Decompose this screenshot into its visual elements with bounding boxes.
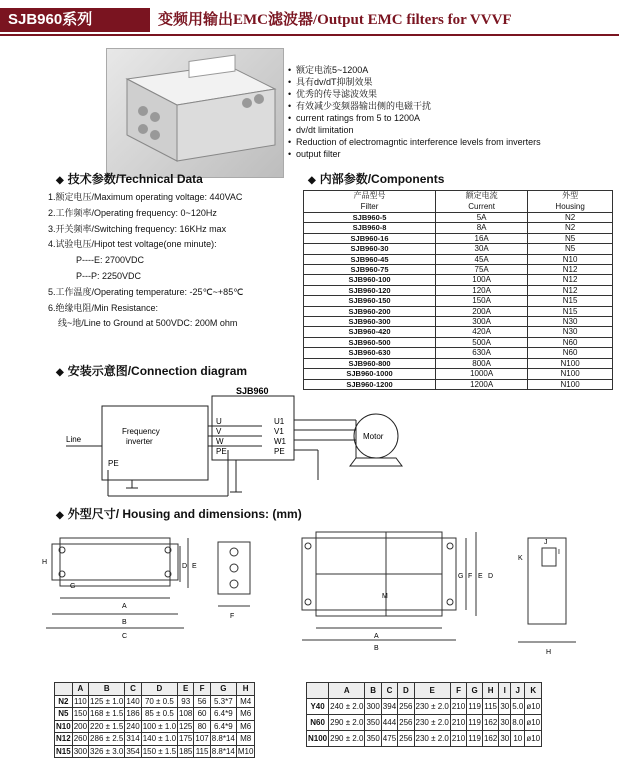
feature-item: • 优秀的传导滤波效果 (288, 88, 541, 100)
table-cell: SJB960-1200 (304, 379, 436, 389)
table-row (304, 233, 613, 243)
column-header: D (398, 683, 414, 699)
table-cell: SJB960-8 (304, 223, 436, 233)
table-cell: 100A (436, 275, 528, 285)
table-cell: 150 ± 1.5 (142, 746, 177, 756)
table-cell: 630A (436, 348, 528, 358)
table-cell: N5 (528, 233, 613, 243)
filter-label: SJB960 (236, 386, 269, 396)
housing-drawing-large (296, 524, 596, 660)
column-header: B (365, 683, 381, 699)
table-cell: Y40 (307, 699, 329, 715)
table-cell: SJB960-150 (304, 296, 436, 306)
column-header: K (525, 683, 542, 699)
table-cell: 210 (450, 731, 466, 747)
table-cell: SJB960-420 (304, 327, 436, 337)
table-row (304, 275, 613, 285)
table-cell: 290 ± 2.0 (329, 731, 365, 747)
table-cell: M4 (236, 695, 255, 708)
dim-label-a: A (374, 633, 379, 640)
column-header: A (329, 683, 365, 699)
table-row (304, 317, 613, 327)
table-row (304, 348, 613, 358)
components-heading: ◆ 内部参数/Components (308, 172, 445, 186)
column-header: B (89, 683, 125, 696)
terminal-pe: PE (216, 447, 227, 456)
connection-diagram (56, 384, 466, 500)
feature-item: • 有效减少变频器输出侧的电磁干扰 (288, 100, 541, 112)
table-header-row (304, 191, 613, 213)
table-cell: 240 (126, 721, 140, 731)
tech-line: 4.试验电压/Hipot test voltage(one minute): (48, 239, 217, 250)
diamond-icon: ◆ (308, 175, 316, 186)
table-row (307, 731, 542, 747)
table-cell: 162 (482, 715, 498, 731)
terminal-w: W (216, 437, 224, 446)
table-cell: 5A (436, 213, 528, 223)
dim-label-g: G (458, 573, 464, 580)
table-cell: 350 (365, 715, 381, 731)
tech-line: P----E: 2700VDC (76, 255, 145, 266)
tech-line: 1.额定电压/Maximum operating voltage: 440VAC (48, 192, 243, 202)
table-cell: N30 (528, 327, 613, 337)
column-header: J (511, 683, 525, 699)
table-cell: SJB960-45 (304, 254, 436, 264)
tech-line: 3.开关频率/Switching frequency: 16KHz max (48, 223, 227, 234)
table-cell: 16A (436, 233, 528, 243)
table-row (55, 708, 255, 721)
tech-line: 6.绝缘电阻/Min Resistance: (48, 302, 159, 313)
table-cell: SJB960-30 (304, 244, 436, 254)
table-cell: 175 (179, 734, 193, 743)
table-cell: 500A (436, 337, 528, 347)
table-cell: 75A (436, 265, 528, 275)
table-cell: 300 (365, 699, 381, 715)
dimensions-table-small (54, 682, 255, 758)
table-row (55, 733, 255, 746)
table-cell: N5 (528, 244, 613, 254)
table-cell: 326 ± 3.0 (90, 746, 124, 756)
table-cell: 162 (482, 731, 498, 747)
table-cell: 286 ± 2.5 (90, 734, 124, 743)
table-cell: ø10 (525, 699, 542, 715)
dim-label-h: H (546, 649, 552, 656)
table-cell: 256 (398, 699, 414, 715)
table-cell: 56 (194, 695, 210, 708)
table-cell: N60 (528, 337, 613, 347)
table-cell: 80 (194, 720, 210, 733)
table-row (304, 254, 613, 264)
table-cell: 108 (179, 709, 193, 718)
product-photo (106, 48, 284, 178)
table-cell: N100 (307, 731, 329, 747)
diamond-icon: ◆ (56, 510, 64, 521)
table-cell: 10 (511, 731, 525, 747)
table-cell: N15 (56, 746, 71, 756)
connection-heading: ◆ 安装示意图/Connection diagram (56, 364, 248, 378)
terminal-pe-out: PE (274, 447, 285, 456)
terminal-u: U (216, 417, 222, 426)
column-header: C (381, 683, 397, 699)
table-cell: N12 (528, 275, 613, 285)
dim-label-e: E (478, 573, 483, 580)
dim-label-a: A (122, 603, 127, 610)
table-cell: SJB960-100 (304, 275, 436, 285)
header-divider (0, 34, 619, 36)
table-cell: 200 (73, 721, 88, 731)
dim-label-d: D (182, 563, 188, 570)
technical-data-list (48, 190, 243, 332)
col-filter: 产品型号 Filter (304, 191, 436, 213)
table-cell: 256 (398, 715, 414, 731)
dim-label-h: H (42, 559, 48, 566)
table-cell: N12 (528, 265, 613, 275)
table-row (55, 720, 255, 733)
dim-label-k: K (518, 555, 523, 562)
table-row (304, 244, 613, 254)
table-cell: 140 ± 1.0 (142, 734, 177, 743)
table-cell: 168 ± 1.5 (90, 709, 124, 718)
table-cell: N10 (56, 721, 71, 731)
column-header (307, 683, 329, 699)
table-cell: N60 (307, 715, 329, 731)
column-header: H (482, 683, 498, 699)
column-header: H (236, 683, 255, 696)
dim-label-c: C (122, 633, 128, 640)
table-cell: 120A (436, 285, 528, 295)
table-cell: M10 (237, 746, 254, 756)
table-cell: N60 (528, 348, 613, 358)
table-cell: SJB960-16 (304, 233, 436, 243)
table-cell: 110 (73, 696, 87, 706)
table-cell: 8A (436, 223, 528, 233)
table-cell: 300A (436, 317, 528, 327)
table-cell: 185 (179, 746, 193, 756)
table-cell: 125 ± 1.0 (90, 696, 124, 706)
dim-label-f: F (230, 613, 235, 620)
table-row (304, 296, 613, 306)
table-cell: ø10 (525, 715, 542, 731)
table-cell: 230 ± 2.0 (414, 715, 450, 731)
table-cell: M8 (236, 733, 255, 746)
table-cell: N100 (528, 369, 613, 379)
column-header: G (467, 683, 483, 699)
table-row (304, 223, 613, 233)
filter-product-illustration (107, 49, 283, 177)
column-header: E (414, 683, 450, 699)
table-cell: 6.4*9 (210, 720, 236, 733)
dim-label-j: J (544, 539, 548, 546)
table-row (304, 369, 613, 379)
table-cell: 93 (178, 695, 194, 708)
table-cell: 30 (499, 731, 511, 747)
table-row (304, 358, 613, 368)
table-cell: 475 (381, 731, 397, 747)
table-cell: 260 (73, 734, 88, 743)
column-header: A (72, 683, 88, 696)
terminal-w1: W1 (274, 437, 286, 446)
line-label: Line (66, 435, 82, 444)
table-row (55, 745, 255, 758)
table-cell: 200A (436, 306, 528, 316)
table-cell: 1000A (436, 369, 528, 379)
table-row (55, 695, 255, 708)
diamond-icon: ◆ (56, 175, 64, 186)
table-cell: 100 ± 1.0 (142, 721, 177, 731)
table-cell: 444 (381, 715, 397, 731)
table-cell: 350 (365, 731, 381, 747)
dim-label-f: F (468, 573, 473, 580)
table-cell: 240 ± 2.0 (329, 699, 365, 715)
table-cell: 45A (436, 254, 528, 264)
dimensions-table-large (306, 682, 542, 747)
table-cell: 107 (195, 734, 209, 743)
table-cell: 800A (436, 358, 528, 368)
table-cell: 115 (482, 699, 498, 715)
column-header: E (178, 683, 194, 696)
table-cell: N12 (528, 285, 613, 295)
components-body (304, 213, 613, 390)
feature-list (288, 64, 541, 160)
table-cell: 220 ± 1.5 (90, 721, 124, 731)
table-cell: SJB960-300 (304, 317, 436, 327)
table-cell: 8.8*14 (211, 746, 235, 756)
table-row (304, 306, 613, 316)
table-cell: 115 (195, 746, 209, 756)
dim-label-m: M (382, 593, 388, 600)
table-cell: M6 (236, 708, 255, 721)
table-cell: 354 (126, 746, 140, 756)
column-header: F (450, 683, 466, 699)
table-cell: 6.4*9 (210, 708, 236, 721)
dim-label-g: G (70, 583, 76, 590)
table-cell: 30 (499, 715, 511, 731)
table-cell: 210 (450, 699, 466, 715)
tech-line: 2.工作频率/Operating frequency: 0~120Hz (48, 207, 217, 218)
table-cell: 70 ± 0.5 (141, 695, 177, 708)
table-cell: 8.8*14 (211, 734, 235, 743)
diamond-icon: ◆ (56, 367, 64, 378)
feature-item: • current ratings from 5 to 1200A (288, 112, 541, 124)
table-row (304, 327, 613, 337)
feature-item: • Reduction of electromagntic interference levels from inverters (288, 136, 541, 148)
column-header: C (125, 683, 141, 696)
table-row (304, 213, 613, 223)
table-cell: 5.3*7 (210, 695, 236, 708)
table-cell: 119 (467, 731, 483, 747)
table-cell: N30 (528, 317, 613, 327)
column-header: G (210, 683, 236, 696)
table-cell: 8.0 (511, 715, 525, 731)
column-header: D (141, 683, 177, 696)
inverter-box (102, 406, 208, 480)
housing-drawing-small (42, 528, 292, 656)
terminal-v1: V1 (274, 427, 284, 436)
page-title: 变频用输出EMC滤波器/Output EMC filters for VVVF (158, 12, 512, 28)
table-row (307, 715, 542, 731)
table-cell: 150 (73, 709, 88, 718)
table-cell: N2 (55, 695, 73, 708)
housing-heading: ◆ 外型尺寸/ Housing and dimensions: (mm) (56, 507, 302, 521)
table-cell: 300 (73, 746, 88, 756)
table-cell: 230 ± 2.0 (414, 731, 450, 747)
table-cell: 60 (194, 708, 210, 721)
table-cell: 1200A (436, 379, 528, 389)
table-cell: N15 (528, 306, 613, 316)
table-cell: N15 (528, 296, 613, 306)
table-cell: 186 (126, 709, 140, 718)
table-cell: SJB960-5 (304, 213, 436, 223)
table-cell: SJB960-500 (304, 337, 436, 347)
dim-label-e: E (192, 563, 197, 570)
table-cell: N2 (528, 223, 613, 233)
terminal-v: V (216, 427, 222, 436)
table-cell: 420A (436, 327, 528, 337)
column-header (55, 683, 73, 696)
table-cell: 119 (467, 715, 483, 731)
table-cell: 140 (126, 696, 140, 706)
technical-heading: ◆ 技术参数/Technical Data (56, 172, 203, 186)
components-table (303, 190, 613, 390)
table-cell: N100 (528, 358, 613, 368)
table-cell: 85 ± 0.5 (141, 708, 177, 721)
table-cell: SJB960-800 (304, 358, 436, 368)
feature-item: • 额定电流5~1200A (288, 64, 541, 76)
table-cell: 290 ± 2.0 (329, 715, 365, 731)
feature-item: • dv/dt limitation (288, 124, 541, 136)
table-cell: N5 (55, 708, 73, 721)
feature-item: • output filter (288, 148, 541, 160)
tech-line: 线~地/Line to Ground at 500VDC: 200M ohm (58, 318, 238, 329)
table-cell: 125 (179, 721, 193, 731)
table-cell: 30A (436, 244, 528, 254)
dim-label-i: I (558, 549, 560, 556)
table-cell: SJB960-120 (304, 285, 436, 295)
table-cell: 394 (381, 699, 397, 715)
column-header: F (194, 683, 210, 696)
table-cell: 30 (499, 699, 511, 715)
table-row (304, 265, 613, 275)
dim-label-d: D (488, 573, 494, 580)
table-cell: M6 (236, 720, 255, 733)
column-header: I (499, 683, 511, 699)
table-cell: SJB960-1000 (304, 369, 436, 379)
col-current: 额定电流 Current (436, 191, 528, 213)
table-cell: 314 (126, 734, 140, 743)
table-cell: 230 ± 2.0 (414, 699, 450, 715)
terminal-u1: U1 (274, 417, 285, 426)
table-header-row (307, 683, 542, 699)
table-cell: N12 (56, 734, 71, 743)
tech-line: P---P: 2250VDC (76, 270, 142, 281)
feature-item: • 具有dv/dT抑制效果 (288, 76, 541, 88)
table-cell: N100 (528, 379, 613, 389)
table-row (304, 337, 613, 347)
dim-label-b: B (122, 619, 127, 626)
table-row (304, 285, 613, 295)
tech-line: 5.工作温度/Operating temperature: -25℃~+85℃ (48, 286, 244, 297)
table-row (307, 699, 542, 715)
table-cell: SJB960-75 (304, 265, 436, 275)
inverter-label: inverter (126, 437, 153, 446)
table-cell: 119 (467, 699, 483, 715)
table-cell: 256 (398, 731, 414, 747)
table-cell: N10 (528, 254, 613, 264)
table-cell: SJB960-200 (304, 306, 436, 316)
table-cell: ø10 (525, 731, 542, 747)
dim-label-b: B (374, 645, 379, 652)
series-badge: SJB960系列 (0, 8, 150, 32)
pe-label: PE (108, 459, 119, 468)
table-cell: 210 (450, 715, 466, 731)
table-cell: 150A (436, 296, 528, 306)
table-cell: N2 (528, 213, 613, 223)
table-cell: SJB960-630 (304, 348, 436, 358)
motor-label: Motor (363, 432, 384, 441)
table-cell: 5.0 (511, 699, 525, 715)
inverter-label: Frequency (122, 427, 160, 436)
col-housing: 外型 Housing (528, 191, 613, 213)
table-header-row (55, 683, 255, 696)
